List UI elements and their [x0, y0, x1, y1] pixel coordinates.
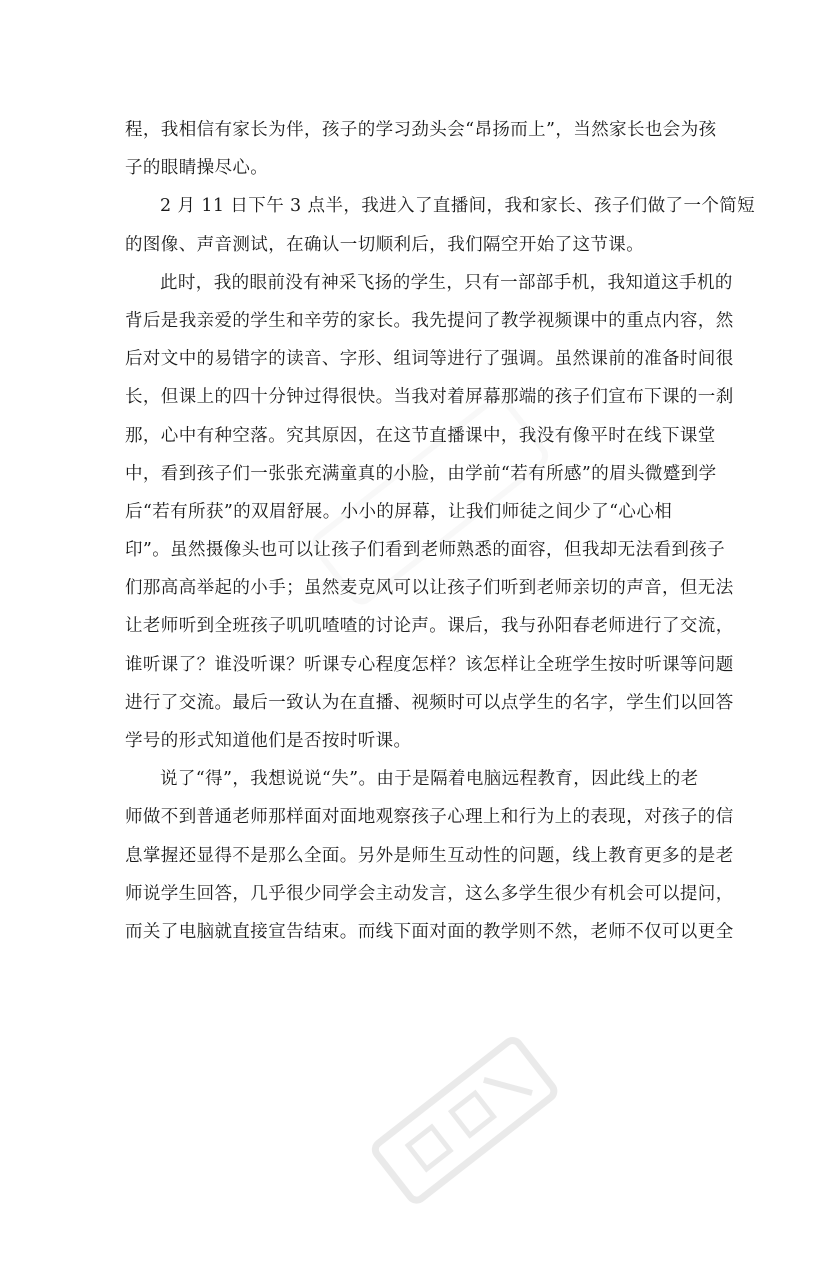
text-line: 息掌握还显得不是那么全面。另外是师生互动性的问题，线上教育更多的是老 [125, 845, 734, 866]
text-line: 程，我相信有家长为伴，孩子的学习劲头会“昂扬而上”，当然家长也会为孩 [125, 120, 717, 140]
document-body [125, 111, 756, 951]
text-line: 2 月 11 日下午 3 点半，我进入了直播间，我和家长、孩子们做了一个简短 [160, 196, 756, 217]
text-line: 子的眼睛操尽心。 [125, 158, 269, 179]
watermark-logo [352, 1015, 608, 1264]
text-line: 们那高高举起的小手；虽然麦克风可以让孩子们听到老师亲切的声音，但无法 [125, 578, 734, 599]
text-line: 中，看到孩子们一张张充满童真的小脸，由学前“若有所感”的眉头微蹙到学 [125, 463, 717, 484]
text-line: 后“若有所获”的双眉舒展。小小的屏幕，让我们师徒之间少了“心心相 [125, 501, 673, 522]
text-line: 此时，我的眼前没有神采飞扬的学生，只有一部部手机，我知道这手机的 [160, 272, 733, 293]
text-line: 长，但课上的四十分钟过得很快。当我对着屏幕那端的孩子们宣布下课的一刹 [125, 387, 734, 408]
text-line: 进行了交流。最后一致认为在直播、视频时可以点学生的名字，学生们以回答 [125, 692, 734, 713]
text-line: 背后是我亲爱的学生和辛劳的家长。我先提问了教学视频课中的重点内容，然 [125, 310, 734, 331]
text-line: 学号的形式知道他们是否按时听课。 [125, 731, 412, 751]
text-line: 让老师听到全班孩子叽叽喳喳的讨论声。课后，我与孙阳春老师进行了交流， [125, 616, 734, 637]
text-line: 的图像、声音测试，在确认一切顺利后，我们隔空开始了这节课。 [125, 234, 645, 255]
text-line: 印”。虽然摄像头也可以让孩子们看到老师熟悉的面容，但我却无法看到孩子 [125, 540, 726, 561]
text-line: 后对文中的易错字的读音、字形、组词等进行了强调。虽然课前的准备时间很 [125, 349, 734, 370]
text-line: 说了“得”，我想说说“失”。由于是隔着电脑远程教育，因此线上的老 [160, 769, 699, 790]
text-line: 谁听课了？谁没听课？听课专心程度怎样？该怎样让全班学生按时听课等问题 [125, 654, 734, 675]
text-line: 那，心中有种空落。究其原因，在这节直播课中，我没有像平时在线下课堂 [125, 425, 716, 446]
text-line: 师说学生回答，几乎很少同学会主动发言，这么多学生很少有机会可以提问， [125, 883, 734, 904]
text-line: 师做不到普通老师那样面对面地观察孩子心理上和行为上的表现，对孩子的信 [125, 807, 734, 828]
text-line: 而关了电脑就直接宣告结束。而线下面对面的教学则不然，老师不仅可以更全 [125, 921, 734, 942]
